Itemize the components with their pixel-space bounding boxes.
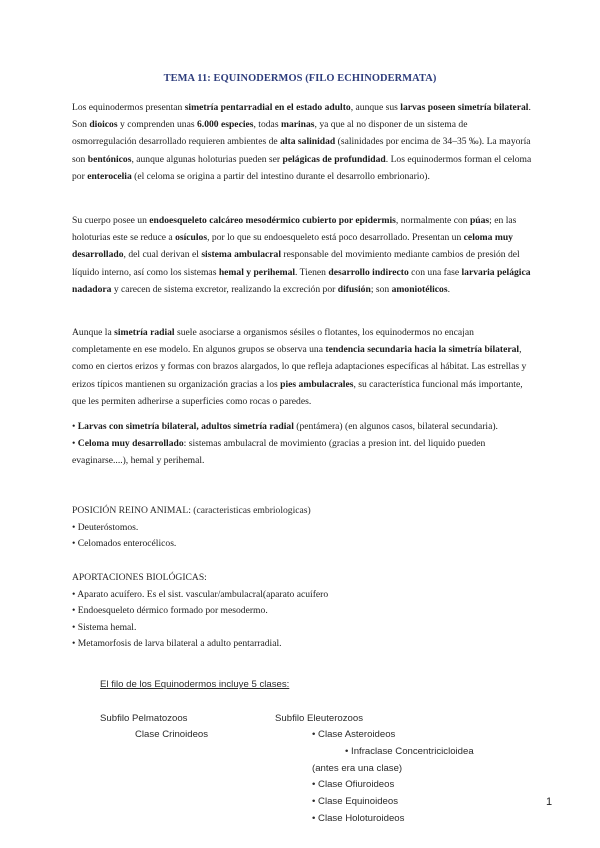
text-run: ; en las holoturias este se reduce a bbox=[72, 215, 517, 244]
bold-run: hemal y perihemal bbox=[218, 266, 296, 278]
bold-run: enterocelia bbox=[87, 170, 132, 182]
text-run: (pentámera) (en algunos casos, bilateral secundaria). bbox=[293, 421, 498, 432]
list-item: • Aparato acuífero. Es el sist. vascular/ambulacral(aparato acuífero bbox=[72, 588, 329, 600]
section-heading: POSICIÓN REINO ANIMAL: (caracteristicas embriologicas) bbox=[72, 505, 311, 516]
phylum-intro: El filo de los Equinodermos incluye 5 clases: bbox=[100, 679, 290, 690]
list-item: • Sistema hemal. bbox=[72, 621, 137, 633]
text-run: , aunque sus bbox=[350, 102, 401, 113]
bullet-item bbox=[72, 436, 532, 470]
bold-run: endoesqueleto calcáreo mesodérmico cubierto por epidermis bbox=[149, 215, 396, 226]
bold-run: larvas poseen simetría bilateral bbox=[400, 102, 529, 113]
bold-run: Larvas con simetría bilateral, adultos simetría radial bbox=[77, 421, 294, 432]
list-item: • Metamorfosis de larva bilateral a adulto pentarradial. bbox=[72, 638, 282, 650]
section-aportaciones bbox=[72, 570, 532, 653]
subphylum-pelmatozoos: Subfilo Pelmatozoos bbox=[100, 713, 188, 724]
bold-run: alta salinidad bbox=[280, 136, 336, 148]
text-run: . bbox=[447, 283, 450, 295]
text-run: (el celoma se origina a partir del intestino durante el desarrollo embrionario). bbox=[131, 170, 430, 182]
bold-run: púas bbox=[469, 215, 490, 226]
bold-run: tendencia secundaria hacia la simetría bilateral bbox=[325, 344, 520, 356]
bullet-marker: • bbox=[72, 437, 78, 449]
text-run: , como en ciertos erizos y formas con brazos alargados, lo que refleja adaptaciones específicas al hábitat. Las estrellas y erizos típicos mantienen su organización gracias a los bbox=[72, 344, 527, 390]
text-run: suele asociarse a organismos sésiles o flotantes, los equinodermos no encajan completamente en ese modelo. En algunos grupos se observa una bbox=[72, 327, 474, 356]
bold-run: bentónicos bbox=[87, 153, 132, 165]
bold-run: pelágicas de profundidad bbox=[282, 153, 386, 165]
bold-run: 6.000 especies bbox=[197, 119, 254, 131]
text-run: con una fase bbox=[408, 266, 462, 278]
subphylum-eleuterozoos: Subfilo Eleuterozoos bbox=[275, 713, 363, 724]
list-item: • Endoesqueleto dérmico formado por mesodermo. bbox=[72, 605, 268, 617]
bold-run: marinas bbox=[280, 119, 315, 131]
class-item: (antes era una clase) bbox=[312, 763, 403, 774]
bullet-item bbox=[72, 419, 532, 436]
section-posicion bbox=[72, 503, 532, 553]
text-run: Los equinodermos presentan bbox=[72, 102, 185, 113]
bold-run: simetría radial bbox=[114, 327, 175, 338]
bold-run: simetría pentarradial en el estado adulto bbox=[184, 102, 351, 113]
text-run: . Los equinodermos forman el celoma por bbox=[72, 153, 532, 182]
class-item: • Clase Ofiuroideos bbox=[312, 779, 395, 790]
page-title: TEMA 11: EQUINODERMOS (FILO ECHINODERMATA) bbox=[163, 73, 437, 84]
class-item: • Clase Asteroideos bbox=[312, 729, 396, 740]
section-heading: APORTACIONES BIOLÓGICAS: bbox=[72, 572, 207, 583]
bold-run: Celoma muy desarrollado bbox=[77, 437, 184, 449]
text-run: , su característica funcional más importante, que les permiten adherirse a superficies como rocas o paredes. bbox=[72, 378, 523, 407]
class-crinoideos: Clase Crinoideos bbox=[135, 729, 209, 740]
bold-run: amoniotélicos bbox=[391, 283, 448, 295]
class-item: • Clase Equinoideos bbox=[312, 796, 399, 807]
text-run: y comprenden unas bbox=[117, 119, 197, 131]
text-run: , todas bbox=[253, 119, 281, 131]
text-run: , del cual derivan el bbox=[123, 249, 202, 261]
list-item: • Deuteróstomos. bbox=[72, 521, 139, 533]
text-run: , normalmente con bbox=[395, 215, 470, 226]
bold-run: sistema ambulacral bbox=[201, 249, 281, 261]
text-run: ; son bbox=[370, 283, 392, 295]
text-run: . Tienen bbox=[295, 266, 329, 278]
bold-run: larvaria pelágica nadadora bbox=[72, 266, 531, 295]
text-run: , aunque algunas holoturias pueden ser bbox=[131, 153, 283, 165]
paragraph-body bbox=[72, 212, 532, 298]
text-run: , por lo que su endoesqueleto está poco desarrollado. Presentan un bbox=[207, 232, 464, 244]
text-run: : sistemas ambulacral de movimiento (gracias a presion int. del liquido pueden evaginarse....), hemal y perihemal. bbox=[72, 437, 486, 466]
text-run: , ya que al no disponer de un sistema de osmorregulación desarrollado requieren ambientes de bbox=[72, 119, 468, 148]
text-run: Aunque la bbox=[72, 327, 115, 338]
bold-run: difusión bbox=[337, 283, 371, 295]
text-run: Su cuerpo posee un bbox=[72, 215, 150, 226]
bold-run: pies ambulacrales bbox=[280, 378, 354, 390]
text-run: . Son bbox=[72, 102, 531, 131]
bold-run: desarrollo indirecto bbox=[328, 266, 409, 278]
text-run: responsable del movimiento mediante cambios de presión del líquido interno, así como los sistemas bbox=[72, 249, 520, 278]
text-run: y carecen de sistema excretor, realizando la excreción por bbox=[111, 283, 338, 295]
bold-run: celoma muy desarrollado bbox=[72, 232, 513, 261]
paragraph-intro bbox=[72, 99, 532, 185]
list-item: • Celomados enterocélicos. bbox=[72, 538, 177, 550]
bold-run: dioicos bbox=[89, 119, 118, 131]
key-features-list bbox=[72, 419, 532, 469]
bold-run: osículos bbox=[175, 232, 208, 244]
paragraph-symmetry bbox=[72, 324, 532, 410]
class-item: • Clase Holoturoideos bbox=[312, 813, 405, 824]
bullet-marker: • bbox=[72, 421, 78, 432]
page-number: 1 bbox=[546, 796, 553, 808]
text-run: (salinidades por encima de 34–35 ‰). La mayoría son bbox=[72, 136, 531, 165]
class-item: • Infraclase Concentricicloidea bbox=[345, 746, 474, 757]
